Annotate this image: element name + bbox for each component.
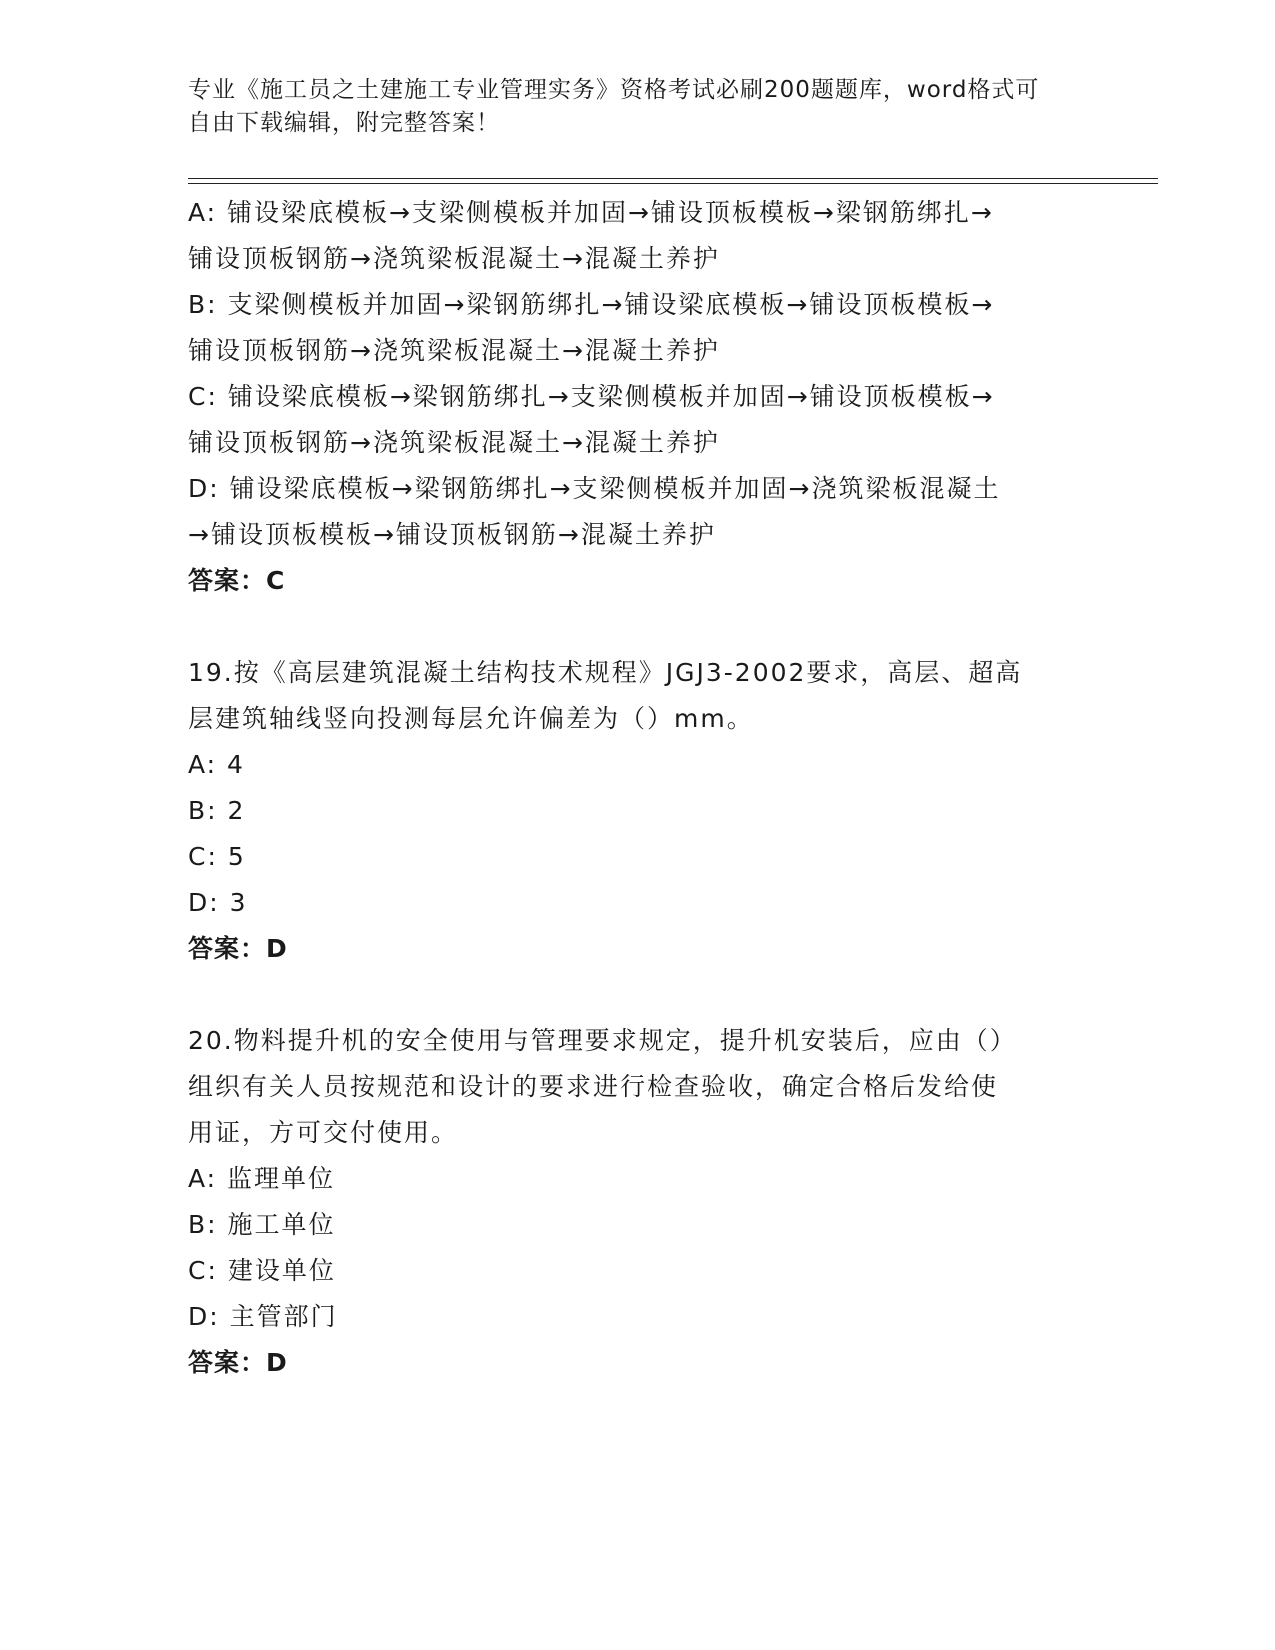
header-divider-top — [188, 178, 1158, 179]
question-19 — [188, 650, 1088, 972]
document-header — [188, 74, 1068, 140]
answer-19: 答案：D — [188, 934, 288, 963]
option-b-line-2: 铺设顶板钢筋→浇筑梁板混凝土→混凝土养护 — [188, 336, 720, 365]
option-a-line-2: 铺设顶板钢筋→浇筑梁板混凝土→混凝土养护 — [188, 244, 720, 273]
option-b: B: 施工单位 — [188, 1210, 336, 1239]
option-d-line-2: →铺设顶板模板→铺设顶板钢筋→混凝土养护 — [188, 520, 716, 549]
question-20 — [188, 1018, 1088, 1386]
header-title-line-1: 专业《施工员之土建施工专业管理实务》资格考试必刷200题题库，word格式可 — [188, 77, 1040, 103]
option-c: C: 建设单位 — [188, 1256, 336, 1285]
question-20-stem-line-2: 组织有关人员按规范和设计的要求进行检查验收，确定合格后发给使 — [188, 1072, 999, 1101]
option-b: B: 2 — [188, 796, 246, 825]
option-d-line-1: D: 铺设梁底模板→梁钢筋绑扎→支梁侧模板并加固→浇筑梁板混凝土 — [188, 474, 1001, 503]
question-20-stem-line-3: 用证，方可交付使用。 — [188, 1118, 459, 1147]
option-b-line-1: B: 支梁侧模板并加固→梁钢筋绑扎→铺设梁底模板→铺设顶板模板→ — [188, 290, 995, 319]
answer-20: 答案：D — [188, 1348, 288, 1377]
header-divider-bottom — [188, 183, 1158, 184]
option-d: D: 主管部门 — [188, 1302, 338, 1331]
option-a: A: 监理单位 — [188, 1164, 336, 1193]
spacer — [188, 972, 1088, 1018]
question-18-options — [188, 190, 1088, 604]
option-a-line-1: A: 铺设梁底模板→支梁侧模板并加固→铺设顶板模板→梁钢筋绑扎→ — [188, 198, 994, 227]
option-c-line-1: C: 铺设梁底模板→梁钢筋绑扎→支梁侧模板并加固→铺设顶板模板→ — [188, 382, 995, 411]
option-a: A: 4 — [188, 750, 245, 779]
header-title-line-2: 自由下载编辑，附完整答案！ — [188, 110, 500, 136]
option-d: D: 3 — [188, 888, 248, 917]
question-19-stem-line-2: 层建筑轴线竖向投测每层允许偏差为（）mm。 — [188, 704, 754, 733]
answer-18: 答案：C — [188, 566, 286, 595]
question-19-stem-line-1: 19.按《高层建筑混凝土结构技术规程》JGJ3-2002要求，高层、超高 — [188, 658, 1023, 687]
question-content — [188, 190, 1088, 1386]
spacer — [188, 604, 1088, 650]
option-c: C: 5 — [188, 842, 246, 871]
option-c-line-2: 铺设顶板钢筋→浇筑梁板混凝土→混凝土养护 — [188, 428, 720, 457]
question-20-stem-line-1: 20.物料提升机的安全使用与管理要求规定，提升机安装后，应由（） — [188, 1026, 1017, 1055]
